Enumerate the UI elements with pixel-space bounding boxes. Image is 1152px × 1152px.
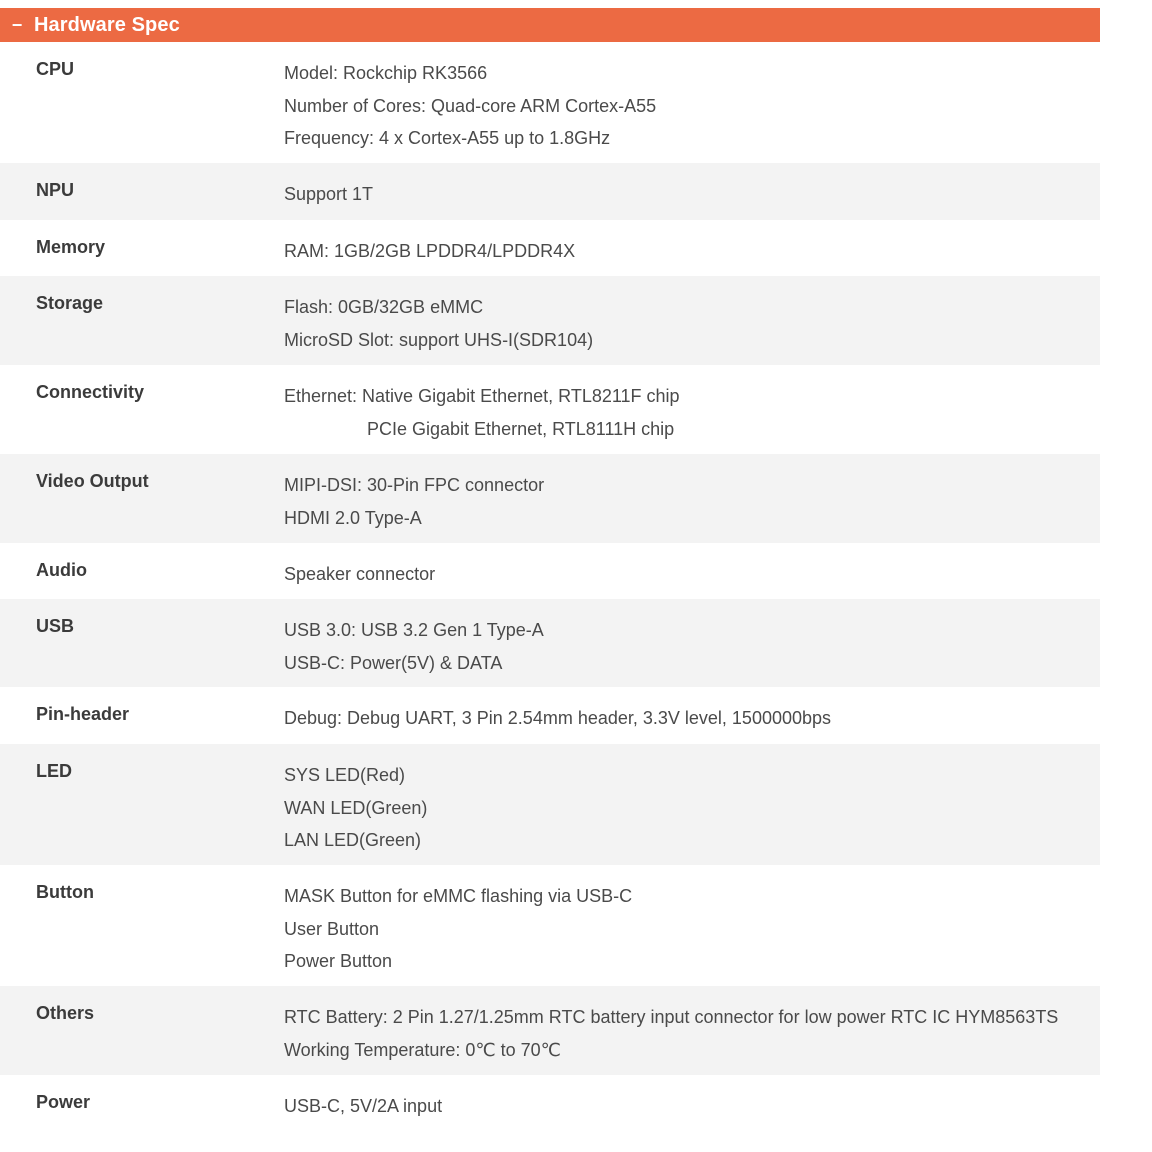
spec-value: Frequency: 4 x Cortex-A55 up to 1.8GHz: [284, 128, 611, 148]
spec-row-memory: [0, 220, 1100, 276]
spec-value: SYS LED(Red): [284, 765, 406, 785]
spec-values: [284, 57, 1100, 155]
spec-label: USB: [36, 616, 75, 636]
spec-value: Debug: Debug UART, 3 Pin 2.54mm header, 3.3V level, 1500000bps: [284, 708, 832, 728]
spec-value: Support 1T: [284, 184, 374, 204]
spec-row-led: [0, 744, 1100, 865]
spec-values: [284, 380, 1100, 445]
spec-label: CPU: [36, 59, 75, 79]
spec-values: [284, 291, 1100, 356]
spec-row-storage: [0, 276, 1100, 365]
spec-label: NPU: [36, 180, 75, 200]
spec-label: Audio: [36, 560, 87, 580]
spec-value: Working Temperature: 0℃ to 70℃: [284, 1039, 561, 1060]
spec-value: USB-C: Power(5V) & DATA: [284, 652, 503, 673]
spec-label: Memory: [36, 237, 106, 257]
spec-row-others: [0, 986, 1100, 1075]
spec-value: RAM: 1GB/2GB LPDDR4/LPDDR4X: [284, 241, 576, 261]
minus-icon[interactable]: −: [11, 15, 23, 35]
spec-values: [284, 469, 1100, 534]
spec-row-power: [0, 1075, 1100, 1131]
spec-value: Number of Cores: Quad-core ARM Cortex-A55: [284, 95, 657, 116]
spec-value: PCIe Gigabit Ethernet, RTL8111H chip: [367, 418, 675, 439]
spec-values: [284, 1090, 1100, 1123]
spec-values: [284, 1001, 1100, 1066]
spec-value: Ethernet: Native Gigabit Ethernet, RTL8211F chip: [284, 386, 680, 406]
spec-label: Button: [36, 882, 94, 902]
spec-value: RTC Battery: 2 Pin 1.27/1.25mm RTC battery input connector for low power RTC IC HYM8563TS: [284, 1007, 1059, 1027]
spec-label: LED: [36, 761, 72, 781]
spec-label: Video Output: [36, 471, 149, 491]
spec-values: [284, 702, 1100, 735]
spec-value: MASK Button for eMMC flashing via USB-C: [284, 886, 633, 906]
hardware-spec-header[interactable]: [0, 8, 1100, 42]
spec-value: LAN LED(Green): [284, 830, 422, 850]
spec-values: [284, 178, 1100, 211]
spec-value: Flash: 0GB/32GB eMMC: [284, 297, 484, 317]
spec-value: Speaker connector: [284, 564, 436, 584]
spec-value: USB-C, 5V/2A input: [284, 1096, 443, 1116]
spec-label: Power: [36, 1092, 91, 1112]
spec-label: Pin-header: [36, 704, 130, 724]
spec-label: Others: [36, 1003, 95, 1023]
spec-value: Power Button: [284, 951, 393, 971]
spec-values: [284, 235, 1100, 268]
spec-values: [284, 759, 1100, 857]
spec-row-cpu: [0, 42, 1100, 163]
spec-value: MicroSD Slot: support UHS-I(SDR104): [284, 329, 594, 350]
spec-value: WAN LED(Green): [284, 797, 428, 818]
spec-values: [284, 558, 1100, 591]
spec-row-usb: [0, 599, 1100, 687]
spec-values: [284, 880, 1100, 978]
hardware-spec-panel: [0, 8, 1100, 1131]
spec-value: Model: Rockchip RK3566: [284, 63, 488, 83]
spec-label: Storage: [36, 293, 104, 313]
spec-row-video-output: [0, 454, 1100, 543]
spec-row-npu: [0, 163, 1100, 220]
spec-value: USB 3.0: USB 3.2 Gen 1 Type-A: [284, 620, 544, 640]
spec-value: HDMI 2.0 Type-A: [284, 507, 422, 528]
spec-row-button: [0, 865, 1100, 986]
spec-label: Connectivity: [36, 382, 145, 402]
spec-row-pin-header: [0, 687, 1100, 744]
spec-row-connectivity: [0, 365, 1100, 454]
spec-row-audio: [0, 543, 1100, 599]
panel-title: Hardware Spec: [34, 13, 180, 36]
spec-table: [0, 42, 1100, 1131]
spec-value: User Button: [284, 918, 380, 939]
spec-value: MIPI-DSI: 30-Pin FPC connector: [284, 475, 545, 495]
spec-values: [284, 614, 1100, 679]
